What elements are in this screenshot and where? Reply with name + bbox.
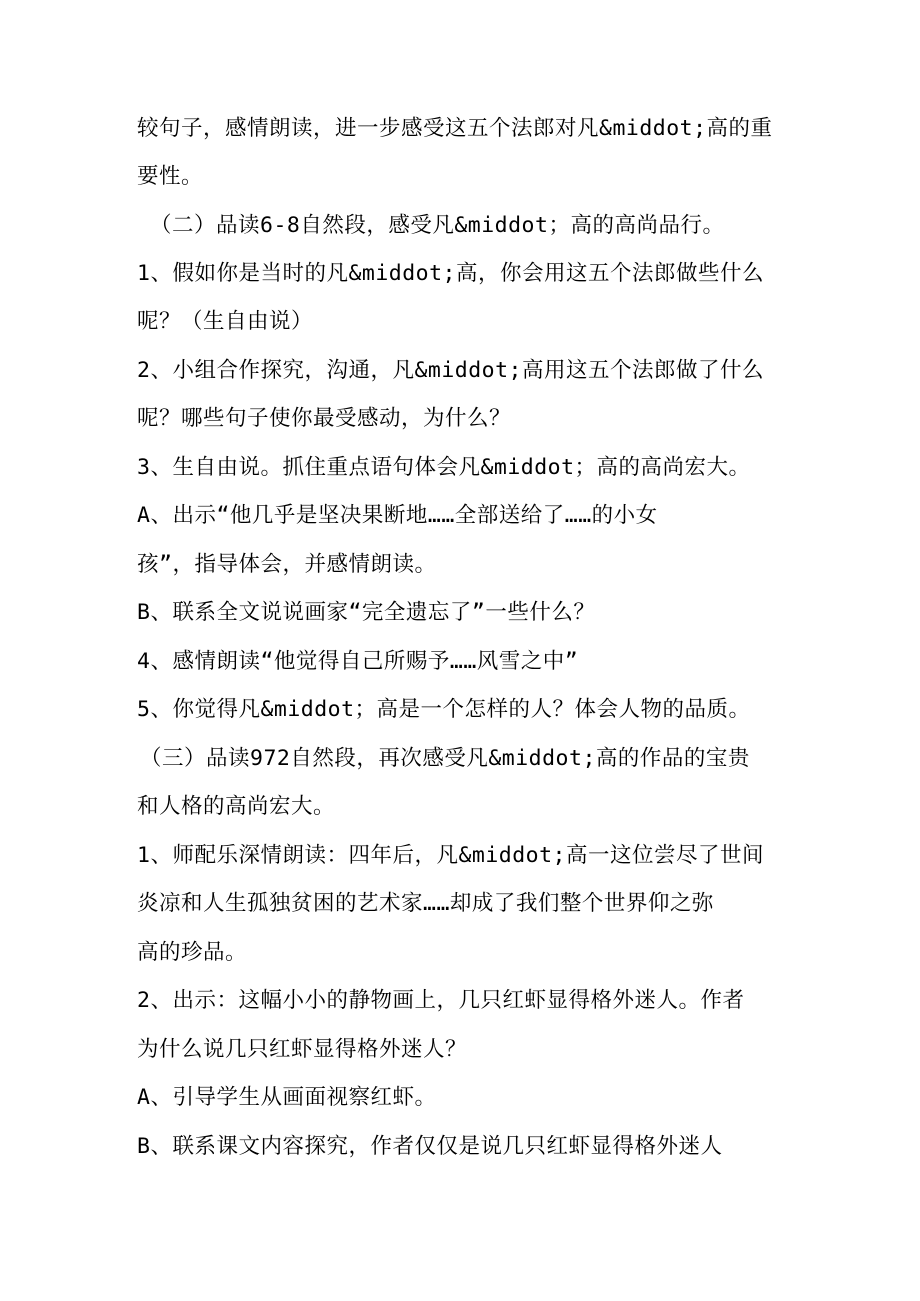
text-line: B、联系课文内容探究，作者仅仅是说几只红虾显得格外迷人 (137, 1134, 723, 1159)
text-line: 1、师配乐深情朗读：四年后，凡&middot;高一这位尝尽了世间 (137, 843, 764, 868)
section-heading: （三）品读972自然段，再次感受凡&middot;高的作品的宝贵 (140, 746, 750, 771)
text-line: 呢？（生自由说） (137, 309, 314, 334)
text-line: 要性。 (137, 164, 204, 189)
text-line: 2、出示：这幅小小的静物画上，几只红虾显得格外迷人。作者 (137, 988, 745, 1013)
text-line: A、出示“他几乎是坚决果断地……全部送给了……的小女 (137, 503, 658, 528)
text-line: 和人格的高尚宏大。 (137, 794, 336, 819)
text-line: 呢？哪些句子使你最受感动，为什么？ (137, 406, 512, 431)
section-heading: （二）品读6-8自然段，感受凡&middot；高的高尚品行。 (150, 213, 725, 238)
text-line: 4、感情朗读“他觉得自己所赐予……风雪之中” (137, 649, 579, 674)
text-line: A、引导学生从画面视察红虾。 (137, 1085, 437, 1110)
text-line: 高的珍品。 (137, 940, 248, 965)
text-line: 5、你觉得凡&middot；高是一个怎样的人？体会人物的品质。 (137, 697, 751, 722)
text-line: 较句子，感情朗读，进一步感受这五个法郎对凡&middot;高的重 (137, 116, 773, 141)
text-line: B、联系全文说说画家“完全遗忘了”一些什么？ (137, 600, 596, 625)
text-line: 炎凉和人生孤独贫困的艺术家……却成了我们整个世界仰之弥 (137, 891, 714, 916)
text-line: 1、假如你是当时的凡&middot;高，你会用这五个法郎做些什么 (137, 261, 764, 286)
text-line: 2、小组合作探究，沟通，凡&middot;高用这五个法郎做了什么 (137, 358, 764, 383)
text-line: 孩”，指导体会，并感情朗读。 (137, 552, 437, 577)
text-line: 3、生自由说。抓住重点语句体会凡&middot；高的高尚宏大。 (137, 455, 751, 480)
text-line: 为什么说几只红虾显得格外迷人？ (137, 1037, 468, 1062)
